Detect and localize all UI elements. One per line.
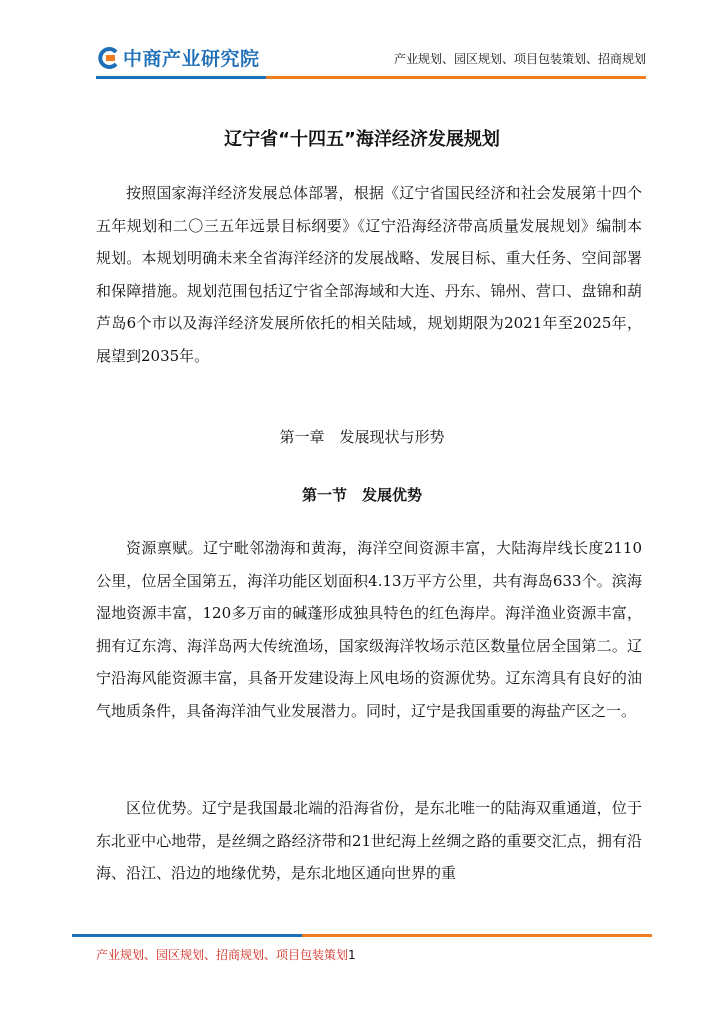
logo-icon	[96, 46, 120, 70]
page-footer	[96, 946, 356, 963]
location-paragraph: 区位优势。辽宁是我国最北端的沿海省份，是东北唯一的陆海双重通道，位于东北亚中心地带，是丝绸之路经济带和21世纪海上丝绸之路的重要交汇点，拥有沿海、沿江、沿边的地缘优势，是东北地区通向世界的重	[96, 799, 642, 882]
footer-divider-blue	[72, 934, 302, 937]
section-heading: 第一节 发展优势	[301, 486, 422, 504]
document-title: 辽宁省“十四五”海洋经济发展规划	[224, 129, 500, 150]
page-number: 1	[348, 948, 356, 962]
header-divider-orange	[266, 76, 646, 79]
company-logo	[96, 44, 260, 71]
chapter-heading: 第一章 发展现状与形势	[279, 428, 445, 446]
logo-text: 中商产业研究院	[123, 48, 260, 70]
header-tagline: 产业规划、园区规划、项目包装策划、招商规划	[393, 52, 646, 66]
intro-paragraph: 按照国家海洋经济发展总体部署，根据《辽宁省国民经济和社会发展第十四个五年规划和二〇三五年远景目标纲要》《辽宁沿海经济带高质量发展规划》编制本规划。本规划明确未来全省海洋经济的发展战略、发展目标、重大任务、空间部署和保障措施。规划范围包括辽宁省全部海域和大连、丹东、锦州、营口、盘锦和葫芦岛6个市以及海洋经济发展所依托的相关陆域，规划期限为2021年至2025年，展望到2035年。	[96, 184, 642, 365]
header-divider-blue	[96, 76, 266, 79]
page-header	[0, 0, 724, 90]
resources-paragraph: 资源禀赋。辽宁毗邻渤海和黄海，海洋空间资源丰富，大陆海岸线长度2110公里，位居全国第五，海洋功能区划面积4.13万平方公里，共有海岛633个。滨海湿地资源丰富，120多万亩的碱蓬形成独具特色的红色海岸。海洋渔业资源丰富，拥有辽东湾、海洋岛两大传统渔场，国家级海洋牧场示范区数量位居全国第二。辽宁沿海风能资源丰富，具备开发建设海上风电场的资源优势。辽东湾具有良好的油气地质条件，具备海洋油气业发展潜力。同时，辽宁是我国重要的海盐产区之一。	[96, 539, 642, 720]
footer-tagline: 产业规划、园区规划、招商规划、项目包装策划	[96, 948, 349, 962]
footer-divider-orange	[302, 934, 652, 937]
